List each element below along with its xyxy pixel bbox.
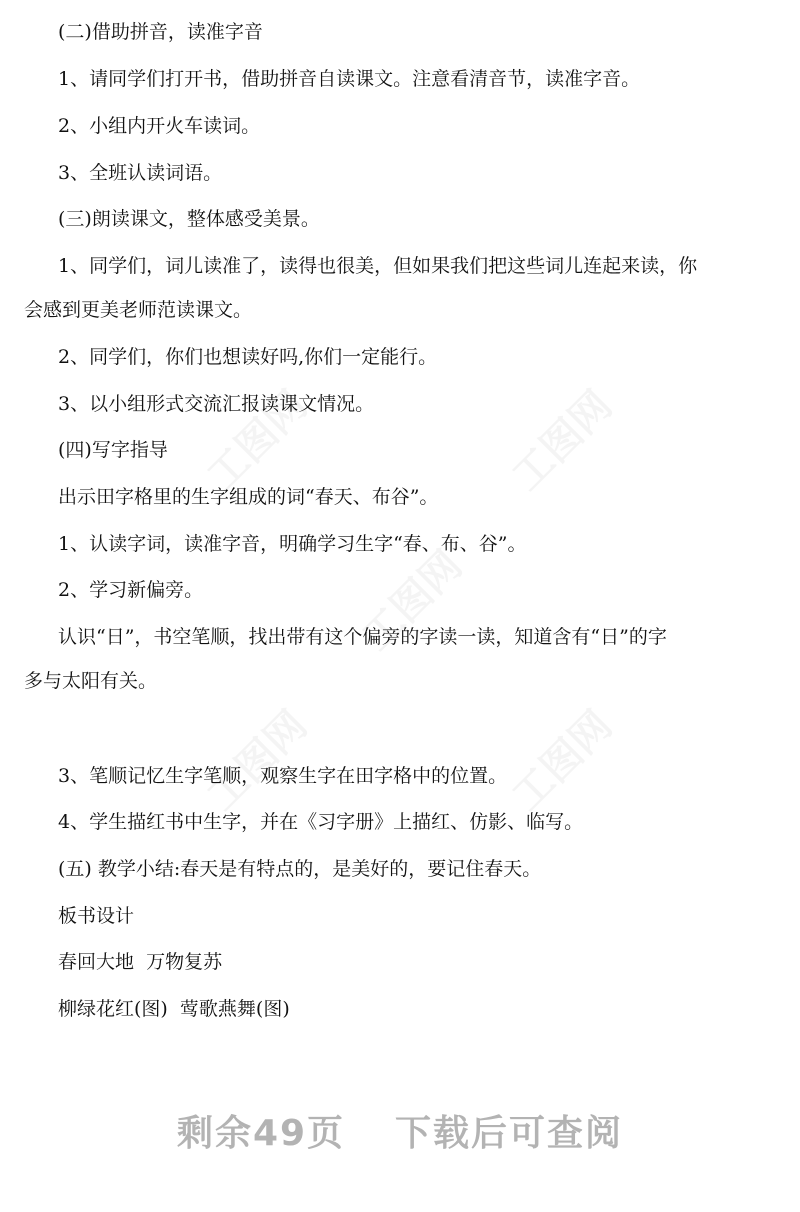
paragraph: 2、学习新偏旁。 — [58, 579, 204, 601]
watermark — [192, 696, 317, 821]
section-heading-5: (五) 教学小结:春天是有特点的，是美好的，要记住春天。 — [58, 858, 542, 880]
paragraph: 1、同学们，词儿读准了，读得也很美，但如果我们把这些词儿连起来读，你 — [58, 255, 698, 277]
paragraph: 认识“日”，书空笔顺，找出带有这个偏旁的字读一读，知道含有“日”的字 — [58, 626, 667, 648]
download-to-view-text: 下载后可查阅 — [395, 1113, 624, 1154]
paragraph: 2、同学们，你们也想读好吗,你们一定能行。 — [58, 346, 438, 368]
board-design-heading: 板书设计 — [58, 905, 135, 927]
remaining-pages-banner — [0, 1112, 800, 1156]
paragraph: 2、小组内开火车读词。 — [58, 115, 261, 137]
paragraph: 3、以小组形式交流汇报读课文情况。 — [58, 393, 375, 415]
paragraph: 出示田字格里的生字组成的词“春天、布谷”。 — [58, 486, 439, 508]
paragraph: 1、请同学们打开书，借助拼音自读课文。注意看清音节，读准字音。 — [58, 68, 641, 90]
paragraph: 3、全班认读词语。 — [58, 162, 223, 184]
board-line: 春回大地 万物复苏 — [58, 951, 223, 973]
board-line: 柳绿花红(图) 莺歌燕舞(图) — [58, 998, 290, 1020]
remaining-pages-text: 剩余49页 — [176, 1113, 346, 1154]
section-heading-4: (四)写字指导 — [58, 439, 168, 461]
paragraph: 1、认读字词，读准字音，明确学习生字“春、布、谷”。 — [58, 533, 527, 555]
watermark — [497, 696, 622, 821]
paragraph-continuation: 会感到更美老师范读课文。 — [24, 299, 253, 321]
paragraph-continuation: 多与太阳有关。 — [24, 670, 158, 692]
section-heading-2: (二)借助拼音，读准字音 — [58, 21, 263, 43]
section-heading-3: (三)朗读课文，整体感受美景。 — [58, 208, 320, 230]
paragraph: 4、学生描红书中生字，并在《习字册》上描红、仿影、临写。 — [58, 811, 584, 833]
paragraph: 3、笔顺记忆生字笔顺，观察生字在田字格中的位置。 — [58, 765, 508, 787]
